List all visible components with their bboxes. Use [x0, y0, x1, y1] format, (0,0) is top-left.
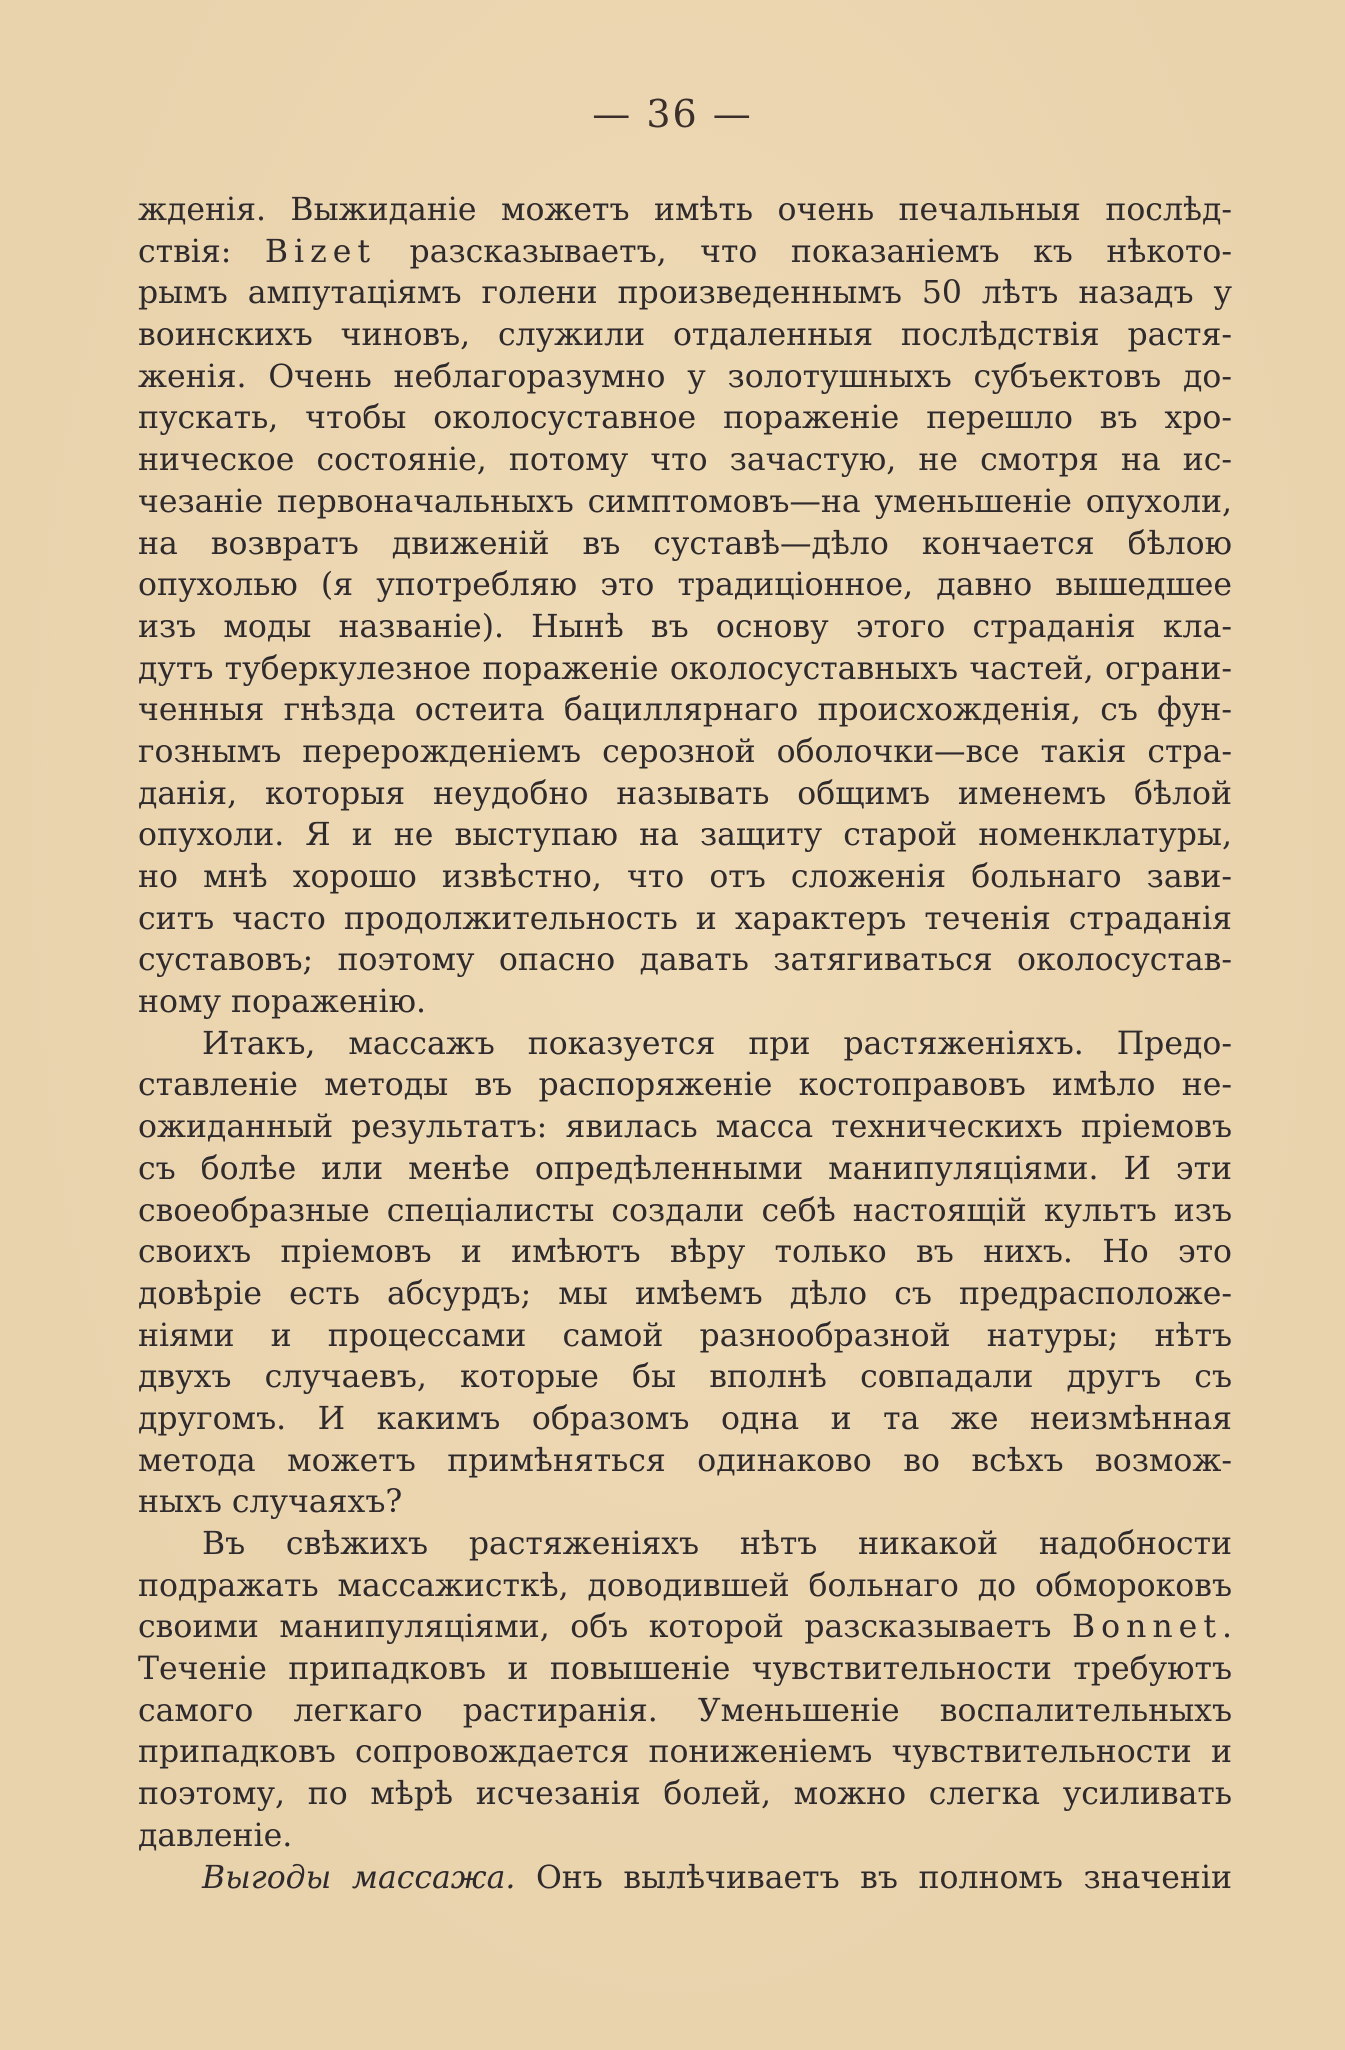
text-line: воинскихъ чиновъ, служили отдаленныя послѣдствія растя-: [138, 317, 1232, 354]
text-line: Теченіе припадковъ и повышеніе чувствительности требуютъ: [138, 1651, 1232, 1688]
text-line: гознымъ перерожденіемъ серозной оболочки—все такія стра-: [138, 733, 1232, 770]
text-line: довѣріе есть абсурдъ; мы имѣемъ дѣло съ предрасположе-: [138, 1275, 1232, 1312]
text-line: поэтому, по мѣрѣ исчезанія болей, можно слегка усиливать: [138, 1776, 1232, 1813]
text-line: припадковъ сопровождается пониженіемъ чувствительности и: [138, 1734, 1232, 1771]
text-line: Въ свѣжихъ растяженіяхъ нѣтъ никакой надобности: [202, 1526, 1232, 1562]
text-line: своихъ пріемовъ и имѣютъ вѣру только въ нихъ. Но это: [138, 1234, 1232, 1271]
text-span: своими манипуляціями, объ которой разсказываетъ: [138, 1609, 1072, 1646]
text-span: ствія:: [138, 233, 265, 270]
text-line: [138, 1607, 1232, 1649]
text-line: дутъ туберкулезное пораженіе околосуставныхъ частей, ограни-: [138, 650, 1232, 687]
text-line: ніями и процессами самой разнообразной натуры; нѣтъ: [138, 1317, 1232, 1354]
text-span: разсказываетъ, что показаніемъ къ нѣкото-: [376, 233, 1232, 270]
text-line: другомъ. И какимъ образомъ одна и та же неизмѣнная: [138, 1400, 1232, 1437]
text-line: данія, которыя неудобно называть общимъ именемъ бѣлой: [138, 775, 1232, 812]
text-line: изъ моды названіе). Нынѣ въ основу этого страданія кла-: [138, 608, 1232, 645]
author-name: Bizet: [264, 233, 377, 270]
text-span: Онъ вылѣчиваетъ въ полномъ значеніи: [515, 1859, 1232, 1896]
text-line: рымъ ампутаціямъ голени произведеннымъ 50 лѣтъ назадъ у: [138, 275, 1232, 312]
text-line: [138, 1858, 1232, 1900]
text-line: съ болѣе или менѣе опредѣленными манипуляціями. И эти: [138, 1150, 1232, 1187]
text-line: суставовъ; поэтому опасно давать затягиваться околосустав-: [138, 942, 1232, 979]
text-line: опухолью (я употребляю это традиціонное, давно вышедшее: [138, 567, 1232, 604]
text-line: метода можетъ примѣняться одинаково во всѣхъ возмож-: [138, 1442, 1232, 1479]
text-line: но мнѣ хорошо извѣстно, что отъ сложенія больнаго зави-: [138, 859, 1232, 895]
text-line: ныхъ случаяхъ?: [138, 1484, 403, 1521]
page-number: — 36 —: [592, 92, 753, 136]
text-line: ному пораженію.: [138, 984, 427, 1021]
body-text: [138, 190, 1232, 1899]
text-line: пускать, чтобы околосуставное пораженіе перешло въ хро-: [138, 400, 1232, 437]
text-line: давленіе.: [138, 1817, 293, 1854]
text-line: женія. Очень неблагоразумно у золотушныхъ субъектовъ до-: [138, 358, 1232, 395]
text-line: Итакъ, массажъ показуется при растяженіяхъ. Предо-: [202, 1025, 1232, 1062]
text-line: ставленіе методы въ распоряженіе костоправовъ имѣло не-: [138, 1067, 1232, 1104]
text-line: на возвратъ движеній въ суставѣ—дѣло кончается бѣлою: [138, 525, 1232, 562]
text-line: опухоли. Я и не выступаю на защиту старой номенклатуры,: [138, 817, 1232, 854]
text-line: ченныя гнѣзда остеита бациллярнаго происхожденія, съ фун-: [138, 692, 1232, 729]
text-line: [138, 232, 1232, 274]
text-line: ническое состояніе, потому что зачастую, не смотря на ис-: [138, 442, 1232, 479]
text-line: жденія. Выжиданіе можетъ имѣть очень печальныя послѣд-: [138, 192, 1232, 228]
text-line: своеобразные спеціалисты создали себѣ настоящій культъ изъ: [138, 1192, 1232, 1229]
section-heading: Выгоды массажа.: [202, 1859, 516, 1896]
text-line: чезаніе первоначальныхъ симптомовъ—на уменьшеніе опухоли,: [138, 483, 1232, 520]
text-line: ситъ часто продолжительность и характеръ теченія страданія: [138, 900, 1232, 937]
author-name: Bonnet: [1071, 1609, 1222, 1646]
text-line: ожиданный результатъ: явилась масса техническихъ пріемовъ: [138, 1109, 1232, 1146]
text-line: самого легкаго растиранія. Уменьшеніе воспалительныхъ: [138, 1692, 1232, 1729]
text-line: подражать массажисткѣ, доводившей больнаго до обмороковъ: [138, 1567, 1232, 1604]
text-span: .: [1221, 1609, 1232, 1646]
text-line: двухъ случаевъ, которые бы вполнѣ совпадали другъ съ: [138, 1359, 1232, 1396]
